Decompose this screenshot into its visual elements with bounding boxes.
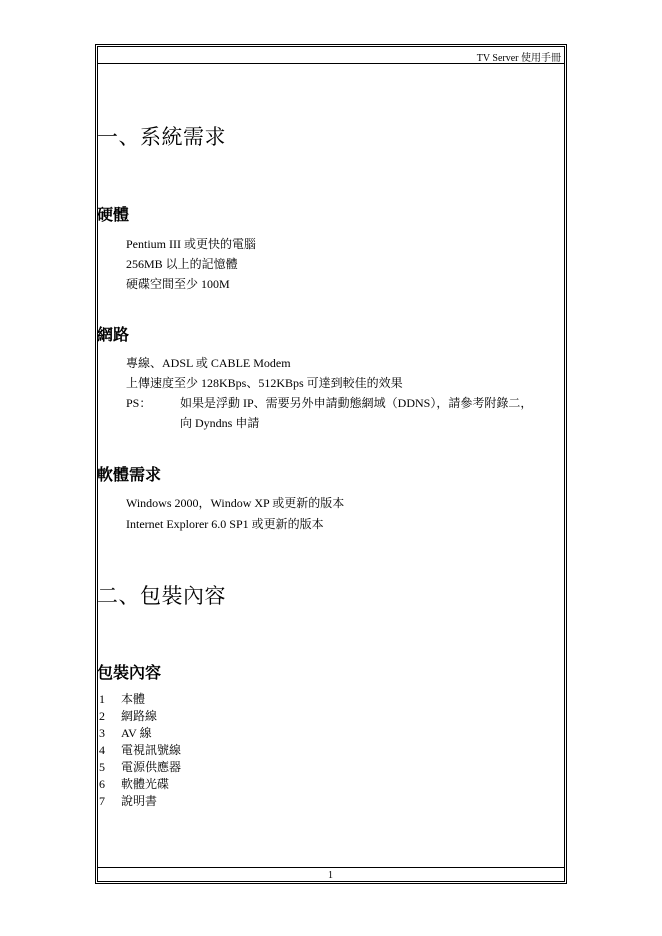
list-item-number: 6 [99, 777, 105, 791]
ps-label: PS： [126, 396, 152, 410]
section-1-title: 一、系統需求 [97, 125, 226, 149]
ps-note-line: 向 Dyndns 申請 [180, 416, 260, 430]
hardware-line: 256MB 以上的記憶體 [126, 257, 238, 271]
software-line: Windows 2000，Window XP 或更新的版本 [126, 496, 345, 510]
footer-rule [97, 867, 565, 868]
list-item [99, 741, 181, 758]
list-item-number: 1 [99, 692, 105, 706]
section-2-title: 二、包裝內容 [97, 584, 226, 608]
list-item-label: 說明書 [121, 794, 158, 808]
list-item-label: 網路線 [121, 709, 158, 723]
list-item [99, 792, 157, 809]
network-heading: 網路 [97, 325, 130, 344]
list-item [99, 690, 145, 707]
list-item-number: 7 [99, 794, 105, 808]
page-number: 1 [328, 870, 333, 881]
list-item [99, 758, 181, 775]
list-item [99, 707, 157, 724]
list-item-number: 3 [99, 726, 105, 740]
hardware-line: 硬碟空間至少 100M [126, 277, 230, 291]
hardware-heading: 硬體 [97, 205, 130, 224]
list-item-number: 4 [99, 743, 105, 757]
ps-note-line: 如果是浮動 IP、需要另外申請動態網域（DDNS），請參考附錄二， [180, 396, 533, 410]
hardware-line: Pentium III 或更快的電腦 [126, 237, 256, 251]
list-item-number: 5 [99, 760, 105, 774]
network-line: 上傳速度至少 128KBps、512KBps 可達到較佳的效果 [126, 376, 403, 390]
network-line: 專線、ADSL 或 CABLE Modem [126, 356, 291, 370]
list-item-label: 電視訊號線 [121, 743, 182, 757]
list-item [99, 775, 169, 792]
software-line: Internet Explorer 6.0 SP1 或更新的版本 [126, 517, 324, 531]
package-heading: 包裝內容 [97, 663, 162, 682]
running-header: TV Server 使用手冊 [476, 53, 561, 64]
list-item [99, 724, 152, 741]
header-rule [97, 63, 565, 64]
list-item-label: 軟體光碟 [121, 777, 170, 791]
software-heading: 軟體需求 [97, 465, 162, 484]
list-item-label: 電源供應器 [121, 760, 182, 774]
list-item-label: 本體 [121, 692, 146, 706]
list-item-number: 2 [99, 709, 105, 723]
list-item-label: AV 線 [121, 726, 152, 740]
